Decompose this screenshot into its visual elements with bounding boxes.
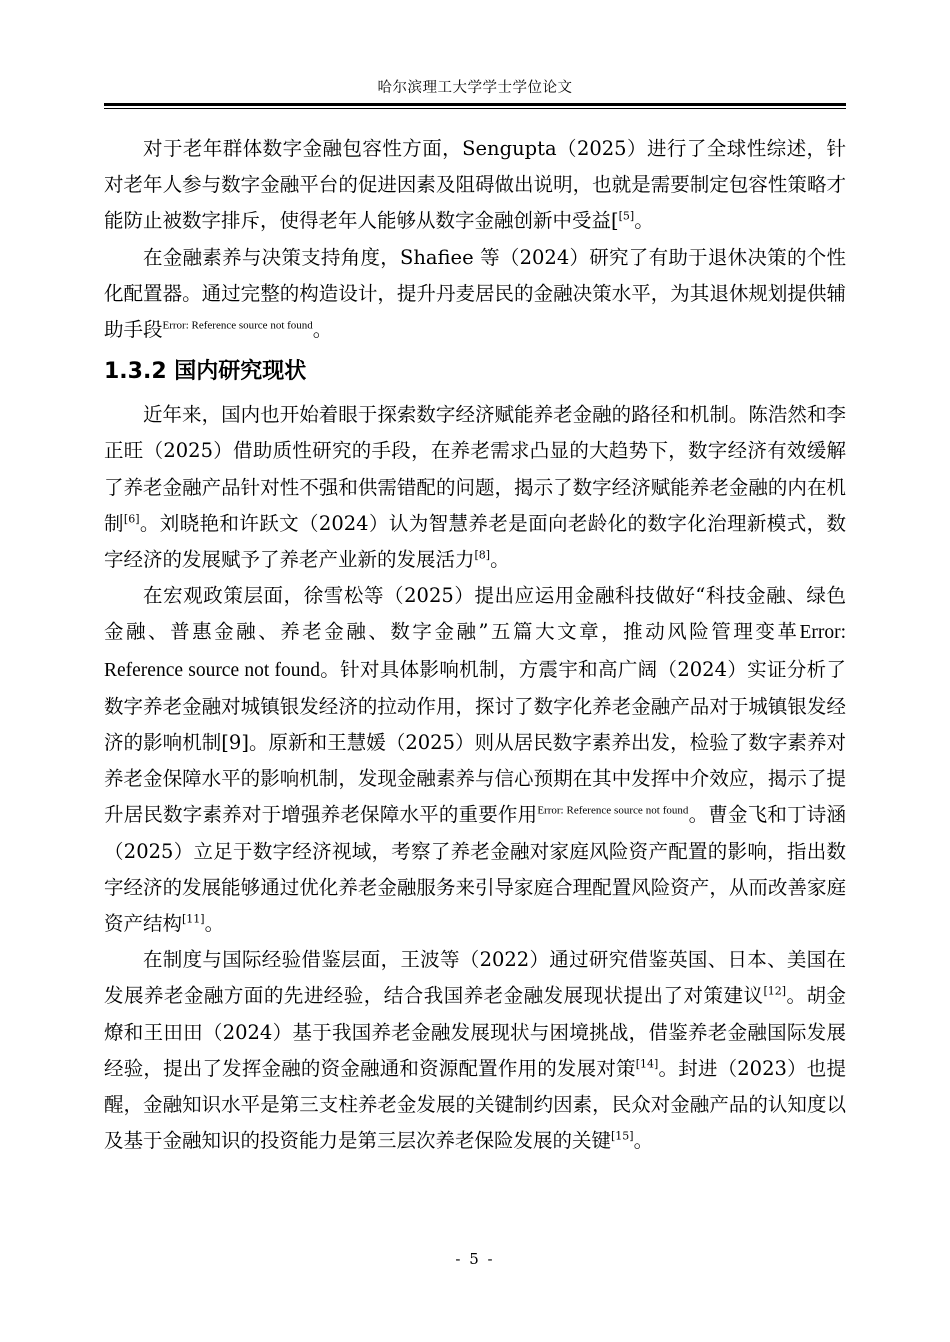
paragraph-text: 。曹金飞和丁诗涵（2025）立足于数字经济视域，考察了养老金融对家庭风险资产配置的影响，指出数字经济的发展能够通过优化养老金融服务来引导家庭合理配置风险资产，从而改善家庭资产结构 xyxy=(104,803,846,936)
paragraph-text: 。胡金燎和王田田（2024）基于我国养老金融发展现状与困境挑战，借鉴养老金融国际发展经验，提出了发挥金融的资金融通和资源配置作用的发展对策 xyxy=(104,984,846,1080)
paragraph-text: 。 xyxy=(204,912,225,936)
reference-error-inline: Error: Reference source not found xyxy=(104,622,846,681)
header-rule-thick xyxy=(104,103,846,106)
paragraph-text: 近年来，国内也开始着眼于探索数字经济赋能养老金融的路径和机制。陈浩然和李正旺（2025）借助质性研究的手段，在养老需求凸显的大趋势下，数字经济有效缓解了养老金融产品针对性不强和供需错配的问题，揭示了数字经济赋能养老金融的内在机制 xyxy=(104,403,846,535)
running-header: 哈尔滨理工大学学士学位论文 xyxy=(377,80,573,96)
body-text xyxy=(104,131,846,1159)
reference-error-note: Error: Reference source not found xyxy=(537,804,689,817)
paragraph-text: 在金融素养与决策支持角度，Shafiee 等（2024）研究了有助于退休决策的个性化配置器。通过完整的构造设计，提升丹麦居民的金融决策水平，为其退休规划提供辅助手段 xyxy=(104,245,846,342)
paragraph-group-international xyxy=(104,131,846,348)
paragraph-text: 。刘晓艳和许跃文（2024）认为智慧养老是面向老龄化的数字化治理新模式，数字经济的发展赋予了养老产业新的发展活力 xyxy=(104,511,846,572)
citation-marker: [6] xyxy=(123,512,140,526)
citation-marker: [8] xyxy=(474,548,491,562)
paragraph-group-domestic xyxy=(104,397,846,1159)
paragraph-text: 。针对具体影响机制，方震宇和高广阔（2024）实证分析了数字养老金融对城镇银发经济的拉动作用，探讨了数字化养老金融产品对于城镇银发经济的影响机制[9]。原新和王慧媛（2025）则从居民数字素养出发，检验了数字素养对养老金保障水平的影响机制，发现金融素养与信心预期在其中发挥中介效应，揭示了提升居民数字素养对于增强养老保障水平的重要作用 xyxy=(104,657,846,827)
paragraph xyxy=(104,397,846,578)
paragraph xyxy=(104,942,846,1159)
citation-marker: [15] xyxy=(611,1129,634,1143)
paragraph-text: 对于老年群体数字金融包容性方面，Sengupta（2025）进行了全球性综述，针对老年人参与数字金融平台的促进因素及阻碍做出说明，也就是需要制定包容性策略才能防止被数字排斥，使得老年人能够从数字金融创新中受益[ xyxy=(104,137,846,233)
paragraph-text: 在制度与国际经验借鉴层面，王波等（2022）通过研究借鉴英国、日本、美国在发展养老金融方面的先进经验，结合我国养老金融发展现状提出了对策建议 xyxy=(104,948,846,1008)
citation-marker: [14] xyxy=(635,1057,659,1071)
citation-marker: [5] xyxy=(618,209,635,223)
paragraph-text: 在宏观政策层面，徐雪松等（2025）提出应运用金融科技做好“科技金融、绿色金融、普惠金融、养老金融、数字金融”五篇大文章，推动风险管理变革 xyxy=(104,584,846,644)
citation-marker: [12] xyxy=(763,984,787,998)
paragraph-text: 。 xyxy=(633,1129,654,1153)
section-heading: 1.3.2 国内研究现状 xyxy=(104,359,307,385)
paragraph-text: 。 xyxy=(490,548,510,572)
paragraph xyxy=(104,578,846,942)
header-rule-thin xyxy=(104,108,846,109)
paragraph xyxy=(104,240,846,349)
citation-marker: [11] xyxy=(182,912,205,926)
page-number: - 5 - xyxy=(455,1250,495,1268)
paragraph xyxy=(104,131,846,240)
paragraph-text: 。封进（2023）也提醒，金融知识水平是第三支柱养老金发展的关键制约因素，民众对金融产品的认知度以及基于金融知识的投资能力是第三层次养老保险发展的关键 xyxy=(104,1056,846,1153)
paragraph-text: 。 xyxy=(634,209,654,233)
paragraph-text: 。 xyxy=(312,318,333,342)
reference-error-note: Error: Reference source not found xyxy=(162,319,313,332)
